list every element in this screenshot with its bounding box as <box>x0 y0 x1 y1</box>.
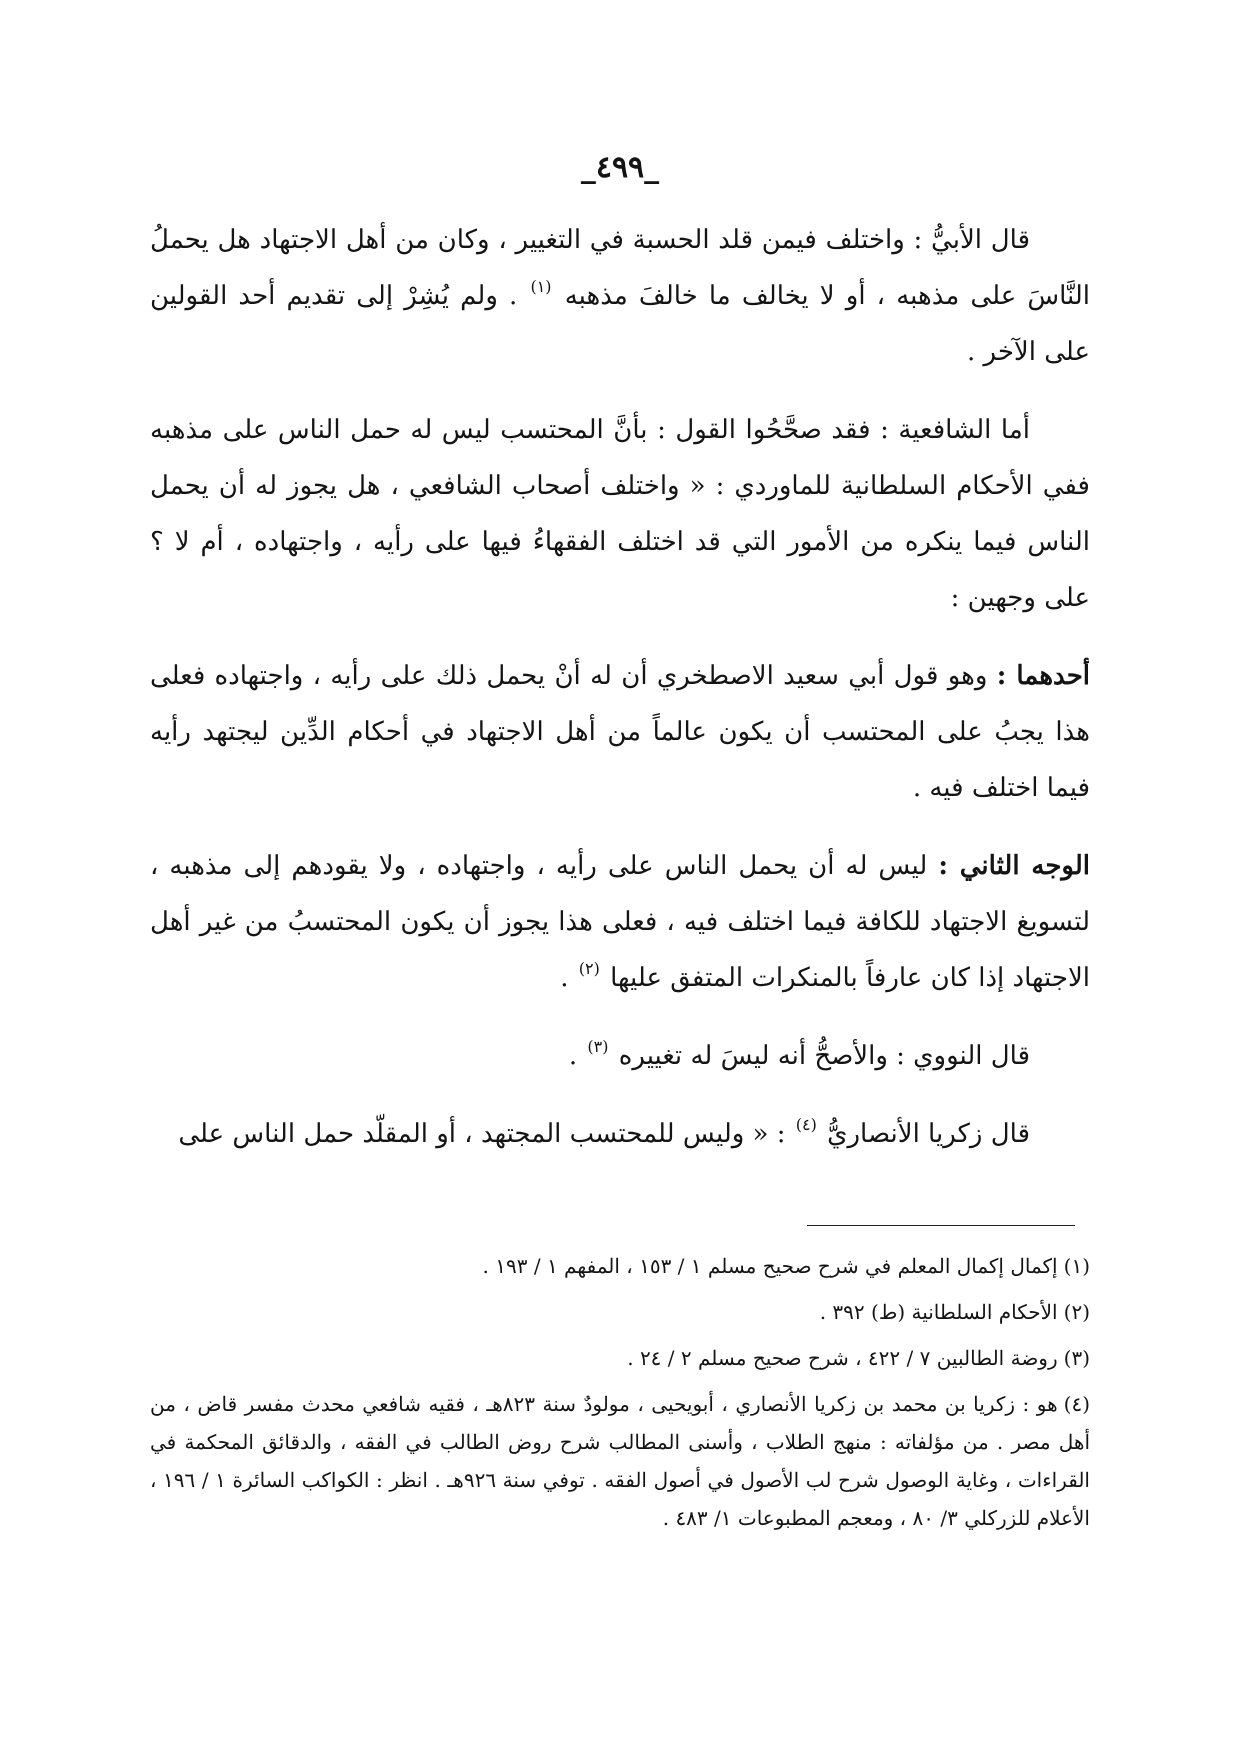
paragraph-2 <box>150 402 1090 626</box>
paragraph-tail: : « وليس للمحتسب المجتهد ، أو المقلّد حمل الناس على <box>178 1119 786 1149</box>
footnote-text: الأحكام السلطانية (ط) ٣٩٢ . <box>819 1300 1058 1324</box>
footnote-number: (٤) <box>1063 1392 1090 1416</box>
footnote-1 <box>150 1247 1090 1285</box>
paragraph-tail: . <box>568 1041 578 1071</box>
paragraph-tail: . ولم يُشِرْ إلى تقديم أحد القولين على الآخر . <box>150 281 1090 367</box>
footnote-number: (١) <box>1063 1254 1090 1278</box>
paragraph-3 <box>150 648 1090 816</box>
footnote-ref-4[interactable]: (٤) <box>795 1115 817 1134</box>
paragraph-1 <box>150 212 1090 380</box>
footnote-2 <box>150 1293 1090 1331</box>
paragraph-tail: . <box>560 963 569 993</box>
paragraph-text: وهو قول أبي سعيد الاصطخري أن له أنْ يحمل ذلك على رأيه ، واجتهاده فعلى هذا يجبُ على المحتسب أن يكون عالماً من أهل الاجتهاد في أحكام الدِّين ليجتهد رأيه فيما اختلف فيه . <box>150 661 1090 803</box>
paragraph-text: قال النووي : والأصحُّ أنه ليسَ له تغييره <box>618 1041 1030 1071</box>
paragraph-4 <box>150 838 1090 1006</box>
paragraph-6 <box>150 1106 1090 1162</box>
paragraph-text: قال الأبيُّ : واختلف فيمن قلد الحسبة في التغيير ، وكان من أهل الاجتهاد هل يحملُ النَّاسَ على مذهبه ، أو لا يخالف ما خالفَ مذهبه <box>150 225 1091 311</box>
paragraph-lead: أحدهما : <box>996 661 1090 691</box>
footnote-text: إكمال إكمال المعلم في شرح صحيح مسلم ١ / ١٥٣ ، المفهم ١ / ١٩٣ . <box>482 1254 1058 1278</box>
paragraph-5 <box>150 1028 1090 1084</box>
footnote-number: (٢) <box>1063 1300 1090 1324</box>
footnote-ref-3[interactable]: (٣) <box>587 1037 609 1056</box>
paragraph-lead: الوجه الثاني : <box>938 851 1090 881</box>
paragraph-text: أما الشافعية : فقد صحَّحُوا القول : بأنَّ المحتسب ليس له حمل الناس على مذهبه ففي الأحكام السلطانية للماوردي : « واختلف أصحاب الشافعي ، هل يجوز له أن يحمل الناس فيما ينكره من الأمور التي قد اختلف الفقهاءُ فيها على رأيه ، واجتهاده ، أم لا ؟ على وجهين : <box>150 415 1090 613</box>
page-number: _٤٩٩_ <box>580 150 660 185</box>
footnote-text: روضة الطالبين ٧ / ٤٢٢ ، شرح صحيح مسلم ٢ / ٢٤ . <box>627 1346 1058 1370</box>
footnote-4 <box>150 1385 1090 1537</box>
footnote-divider <box>807 1225 1075 1226</box>
footnote-3 <box>150 1339 1090 1377</box>
main-text <box>150 212 1090 1184</box>
footnote-ref-2[interactable]: (٢) <box>578 959 600 978</box>
footnote-ref-1[interactable]: (١) <box>530 277 552 296</box>
footnote-number: (٣) <box>1063 1346 1090 1370</box>
footnotes <box>150 1247 1090 1545</box>
paragraph-text: قال زكريا الأنصاريُّ <box>827 1119 1030 1149</box>
paragraph-text: ليس له أن يحمل الناس على رأيه ، واجتهاده ، ولا يقودهم إلى مذهبه ، لتسويغ الاجتهاد للكافة فيما اختلف فيه ، فعلى هذا يجوز أن يكون المحتسبُ من غير أهل الاجتهاد إذا كان عارفاً بالمنكرات المتفق عليها <box>150 851 1090 993</box>
footnote-text: هو : زكريا بن محمد بن زكريا الأنصاري ، أبويحيى ، مولودٌ سنة ٨٢٣هـ ، فقيه شافعي محدث مفسر قاض ، من أهل مصر . من مؤلفاته : منهج الطلاب ، وأسنى المطالب شرح روض الطالب في الفقه ، والدقائق المحكمة في القراءات ، وغاية الوصول شرح لب الأصول في أصول الفقه . توفي سنة ٩٢٦هـ . انظر : الكواكب السائرة ١ / ١٩٦ ، الأعلام للزركلي ٣/ ٨٠ ، ومعجم المطبوعات ١/ ٤٨٣ . <box>150 1392 1091 1530</box>
